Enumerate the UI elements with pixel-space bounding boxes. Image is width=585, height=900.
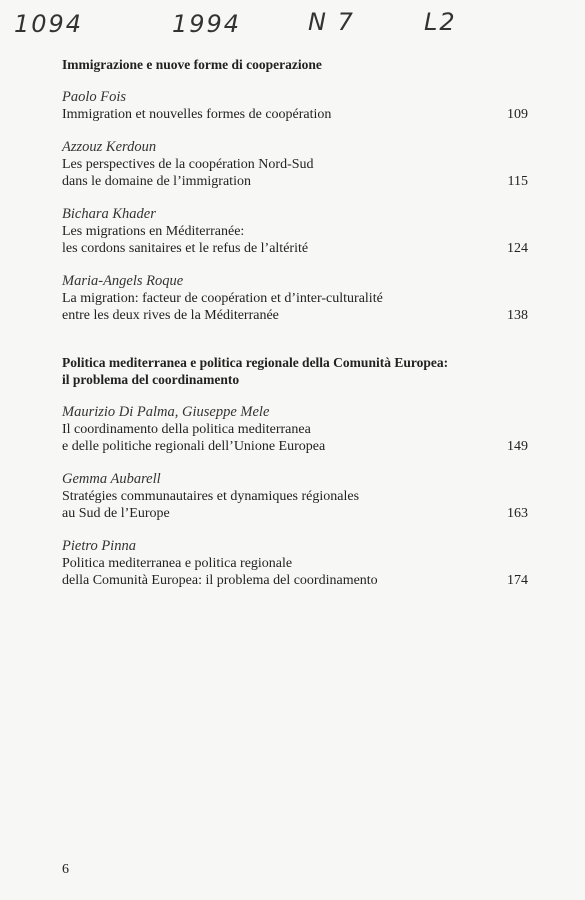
entry-page-number: 149 xyxy=(507,439,528,454)
entry-title: La migration: facteur de coopération et d’inter-culturalité entre les deux rives de la Méditerranée xyxy=(62,291,383,323)
toc-entry xyxy=(62,538,528,589)
entry-author: Paolo Fois xyxy=(62,89,127,105)
entry-page-number: 138 xyxy=(507,308,528,323)
entry-author: Gemma Aubarell xyxy=(62,471,161,487)
handwritten-notes xyxy=(0,6,585,46)
folio-page-number: 6 xyxy=(62,862,69,877)
entry-page-number: 174 xyxy=(507,573,528,588)
entry-title: Immigration et nouvelles formes de coopération xyxy=(62,107,332,122)
entry-author: Azzouz Kerdoun xyxy=(62,139,157,155)
entry-title: Il coordinamento della politica mediterranea e delle politiche regionali dell’Unione Europea xyxy=(62,422,326,454)
entry-author: Bichara Khader xyxy=(62,206,156,222)
entry-author: Maurizio Di Palma, Giuseppe Mele xyxy=(62,404,270,420)
entry-author: Pietro Pinna xyxy=(62,538,136,554)
toc-section xyxy=(62,56,528,324)
entry-title: Politica mediterranea e politica regionale della Comunità Europea: il problema del coordinamento xyxy=(62,556,378,588)
section-title: Politica mediterranea e politica regionale della Comunità Europea: il problema del coordinamento xyxy=(62,355,449,387)
entry-page-number: 124 xyxy=(507,241,528,256)
handwritten-year: 1994 xyxy=(172,10,242,38)
handwritten-issue: N 7 xyxy=(308,8,355,36)
entry-page-number: 115 xyxy=(507,174,528,189)
section-title: Immigrazione e nuove forme di cooperazione xyxy=(62,57,322,72)
entry-title: Les perspectives de la coopération Nord-Sud dans le domaine de l’immigration xyxy=(62,157,314,189)
toc-entry xyxy=(62,273,528,324)
toc-entry xyxy=(62,404,528,455)
table-of-contents xyxy=(62,56,528,605)
entry-author: Maria-Angels Roque xyxy=(62,273,184,289)
toc-entry xyxy=(62,206,528,257)
handwritten-mark: L2 xyxy=(424,8,457,36)
toc-entry xyxy=(62,89,528,123)
toc-section xyxy=(62,354,528,589)
toc-entry xyxy=(62,139,528,190)
entry-page-number: 163 xyxy=(507,506,528,521)
handwritten-number: 1094 xyxy=(14,10,84,38)
entry-page-number: 109 xyxy=(507,107,528,122)
toc-entry xyxy=(62,471,528,522)
entry-title: Les migrations en Méditerranée: les cordons sanitaires et le refus de l’altérité xyxy=(62,224,309,256)
entry-title: Stratégies communautaires et dynamiques régionales au Sud de l’Europe xyxy=(62,489,360,521)
